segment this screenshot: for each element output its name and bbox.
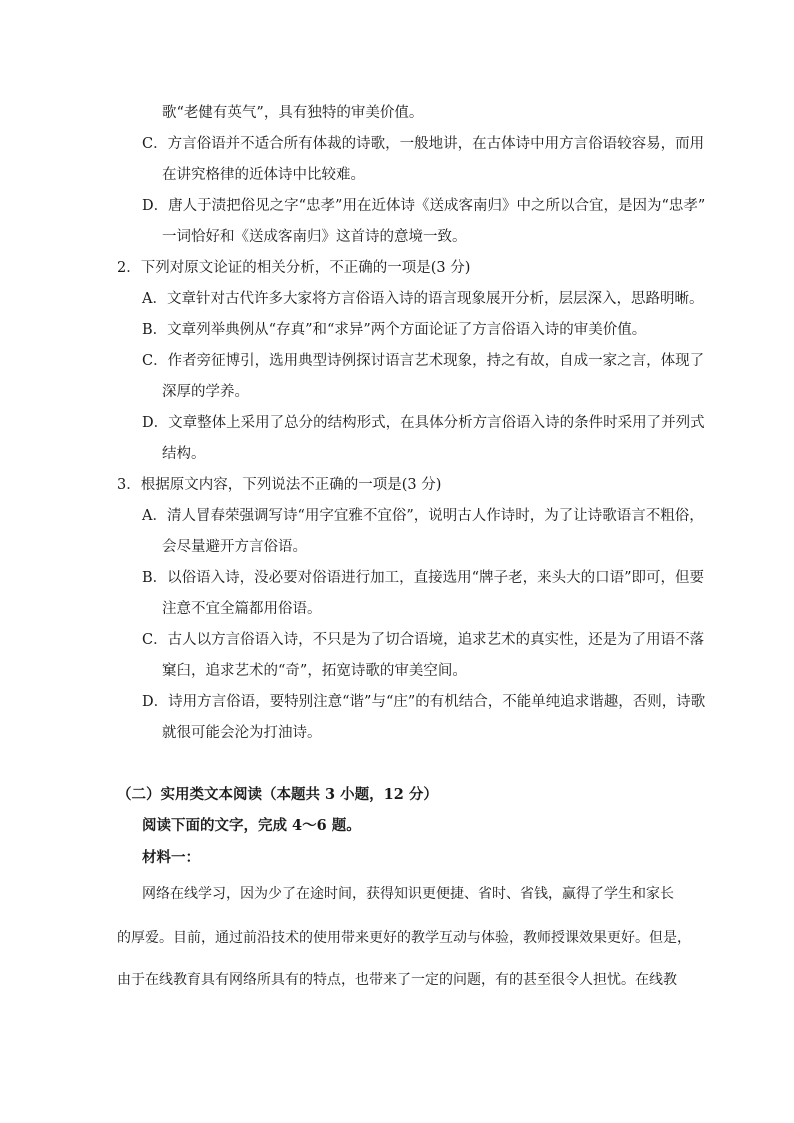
- text-line: 就很可能会沦为打油诗。: [162, 725, 322, 741]
- text-line: 一词恰好和《送成客南归》这首诗的意境一致。: [162, 229, 467, 245]
- option-d-line: D．文章整体上采用了总分的结构形式，在具体分析方言俗语入诗的条件时采用了并列式: [142, 415, 705, 431]
- paragraph-line: 网络在线学习，因为少了在途时间，获得知识更便捷、省时、省钱，赢得了学生和家长: [142, 886, 674, 902]
- text-line: 深厚的学养。: [162, 384, 249, 400]
- material-label: 材料一：: [142, 849, 200, 866]
- text-line: 歌“老健有英气”，具有独特的审美价值。: [162, 105, 424, 121]
- question-2-stem: 2．下列对原文论证的相关分析，不正确的一项是(3 分): [117, 260, 471, 276]
- option-b-line: B．以俗语入诗，没必要对俗语进行加工，直接选用“牌子老，来头大的口语”即可，但要: [142, 570, 704, 586]
- option-d-line: D．唐人于渍把俗见之字“忠孝”用在近体诗《送成客南归》中之所以合宜，是因为“忠孝”: [142, 198, 706, 214]
- question-3-stem: 3．根据原文内容，下列说法不正确的一项是(3 分): [117, 477, 442, 493]
- option-c-line: C．古人以方言俗语入诗，不只是为了切合语境，追求艺术的真实性，还是为了用语不落: [142, 632, 705, 648]
- paragraph-line: 由于在线教育具有网络所具有的特点，也带来了一定的问题，有的甚至很令人担忧。在线教: [117, 972, 677, 988]
- option-a-line: A．清人冒春荣强调写诗“用字宜雅不宜俗”，说明古人作诗时，为了让诗歌语言不粗俗，: [142, 508, 704, 524]
- text-line: 注意不宜全篇都用俗语。: [162, 601, 322, 617]
- paragraph-line: 的厚爱。目前，通过前沿技术的使用带来更好的教学互动与体验，教师授课效果更好。但是，: [117, 930, 691, 946]
- text-line: 窠臼，追求艺术的“奇”，拓宽诗歌的审美空间。: [162, 663, 467, 679]
- option-a-line: A．文章针对古代许多大家将方言俗语入诗的语言现象展开分析，层层深入，思路明晰。: [142, 291, 704, 307]
- text-line: 在讲究格律的近体诗中比较难。: [162, 167, 365, 183]
- option-c-line: C．作者旁征博引，选用典型诗例探讨语言艺术现象，持之有故，自成一家之言，体现了: [142, 353, 705, 369]
- option-b-line: B．文章列举典例从“存真”和“求异”两个方面论证了方言俗语入诗的审美价值。: [142, 322, 647, 338]
- instruction-line: 阅读下面的文字，完成 4～6 题。: [142, 817, 361, 834]
- option-c-line: C．方言俗语并不适合所有体裁的诗歌，一般地讲，在古体诗中用方言俗语较容易，而用: [142, 136, 705, 152]
- text-line: 结构。: [162, 446, 206, 462]
- option-d-line: D．诗用方言俗语，要特别注意“谐”与“庄”的有机结合，不能单纯追求谐趣，否则，诗歌: [142, 694, 706, 710]
- text-line: 会尽量避开方言俗语。: [162, 539, 307, 555]
- section-heading: （二）实用类文本阅读（本题共 3 小题，12 分）: [117, 786, 438, 803]
